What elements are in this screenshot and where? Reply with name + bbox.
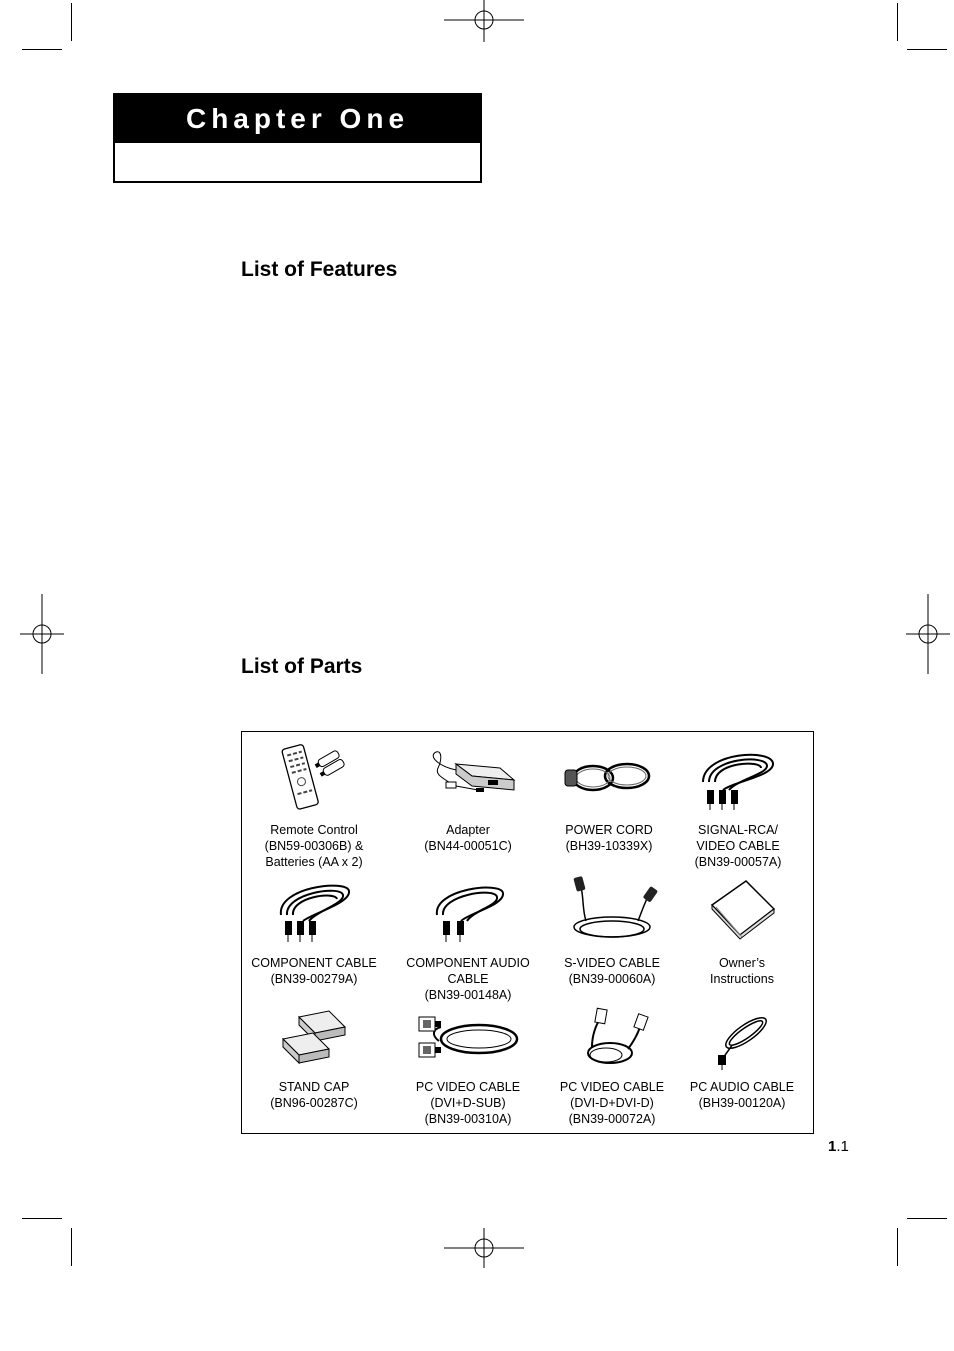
chapter-header: [113, 93, 482, 183]
power-cord-icon: [559, 742, 659, 814]
part-owners-instructions: [672, 875, 812, 987]
parts-heading: List of Parts: [241, 655, 363, 678]
crop-mark: [22, 49, 62, 50]
registration-mark-icon: [906, 594, 950, 674]
chapter-title: Chapter One: [115, 95, 480, 143]
part-remote-control: [244, 742, 384, 870]
registration-mark-icon: [444, 0, 524, 42]
part-caption: PC VIDEO CABLE (DVI+D-SUB) (BN39-00310A): [415, 1080, 521, 1126]
part-caption: COMPONENT AUDIO CABLE (BN39-00148A): [406, 956, 530, 1002]
crop-mark: [907, 1218, 947, 1219]
part-caption: S-VIDEO CABLE (BN39-00060A): [564, 956, 660, 986]
part-rca-cable: [668, 742, 808, 870]
part-dvi-dvi-cable: [542, 1007, 682, 1127]
pc-audio-cable-icon: [702, 1007, 782, 1071]
crop-mark: [71, 3, 72, 41]
remote-control-icon: [274, 742, 354, 814]
page-number-page: .1: [836, 1138, 849, 1155]
component-cable-icon: [269, 875, 359, 947]
stand-cap-icon: [269, 1007, 359, 1071]
part-caption: PC AUDIO CABLE (BH39-00120A): [689, 1080, 795, 1110]
part-component-cable: [244, 875, 384, 987]
part-pc-audio-cable: [672, 1007, 812, 1111]
rca-cable-icon: [693, 742, 783, 814]
crop-mark: [22, 1218, 62, 1219]
part-caption: Adapter (BN44-00051C): [424, 823, 512, 853]
parts-table: [241, 731, 814, 1134]
crop-mark: [897, 1228, 898, 1266]
part-stand-cap: [244, 1007, 384, 1111]
dvi-dvi-cable-icon: [562, 1007, 662, 1071]
part-caption: SIGNAL-RCA/ VIDEO CABLE (BN39-00057A): [694, 823, 782, 869]
features-heading: List of Features: [241, 258, 398, 281]
part-caption: Owner’s Instructions: [710, 956, 774, 986]
part-caption: POWER CORD (BH39-10339X): [565, 823, 653, 853]
crop-mark: [71, 1228, 72, 1266]
part-adapter: [398, 742, 538, 854]
adapter-icon: [418, 742, 518, 814]
dvi-dsub-cable-icon: [413, 1007, 523, 1071]
page-number: [828, 1138, 849, 1155]
part-caption: Remote Control (BN59-00306B) & Batteries (AA x 2): [264, 823, 364, 869]
part-s-video-cable: [542, 875, 682, 987]
crop-mark: [907, 49, 947, 50]
page-number-chapter: 1: [828, 1138, 837, 1155]
registration-mark-icon: [20, 594, 64, 674]
part-caption: COMPONENT CABLE (BN39-00279A): [251, 956, 377, 986]
component-audio-cable-icon: [423, 875, 513, 947]
registration-mark-icon: [444, 1228, 524, 1268]
manual-icon: [702, 875, 782, 947]
part-dvi-dsub-cable: [398, 1007, 538, 1127]
crop-mark: [897, 3, 898, 41]
part-caption: PC VIDEO CABLE (DVI-D+DVI-D) (BN39-00072A): [559, 1080, 665, 1126]
part-power-cord: [539, 742, 679, 854]
s-video-cable-icon: [562, 875, 662, 947]
part-component-audio-cable: [398, 875, 538, 1003]
part-caption: STAND CAP (BN96-00287C): [270, 1080, 358, 1110]
